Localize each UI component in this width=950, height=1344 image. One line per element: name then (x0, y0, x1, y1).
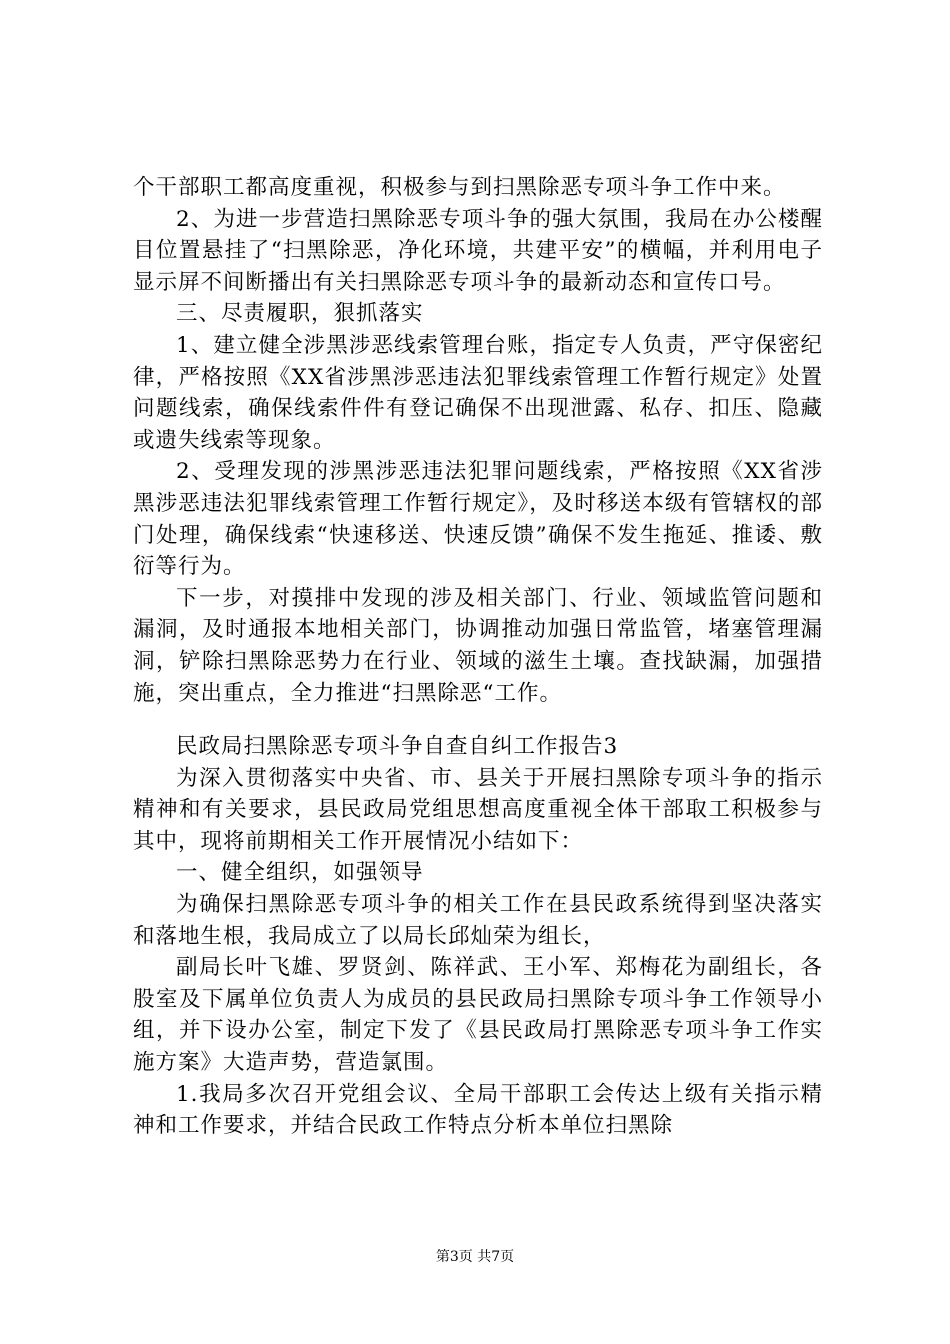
section-gap (133, 709, 823, 731)
paragraph: 2、为进一步营造扫黑除恶专项斗争的强大氛围，我局在办公楼醒目位置悬挂了“扫黑除恶，净化环境，共建平安”的横幅，并利用电子显示屏不间断播出有关扫黑除恶专项斗争的最新动态和宣传口号。 (133, 206, 823, 295)
section-heading: 一、健全组织，如强领导 (176, 860, 424, 886)
paragraph: 为确保扫黑除恶专项斗争的相关工作在县民政系统得到坚决落实和落地生根，我局成立了以局长邱灿荣为组长， (133, 892, 823, 949)
paragraph: 1.我局多次召开党组会议、全局干部职工会传达上级有关指示精神和工作要求，并结合民政工作特点分析本单位扫黑除 (133, 1081, 823, 1139)
paragraph: 1、建立健全涉黑涉恶线索管理台账，指定专人负责，严守保密纪律，严格按照《XX省涉黑涉恶违法犯罪线索管理工作暂行规定》处置问题线索，确保线索件件有登记确保不出现泄露、私存、扣压、隐藏或遗失线索等现象。 (133, 332, 823, 453)
section-heading: 三、尽责履职，狠抓落实 (176, 301, 424, 327)
paragraph: 个干部职工都高度重视，积极参与到扫黑除恶专项斗争工作中来。 (133, 175, 786, 200)
report-title: 民政局扫黑除恶专项斗争自查自纠工作报告3 (176, 734, 619, 760)
paragraph: 2、受理发现的涉黑涉恶违法犯罪问题线索，严格按照《XX省涉黑涉恶违法犯罪线索管理工作暂行规定》，及时移送本级有管辖权的部门处理，确保线索“快速移送、快速反馈”确保不发生拖延、推诿、敷衍等行为。 (133, 459, 823, 580)
paragraph: 下一步，对摸排中发现的涉及相关部门、行业、领域监管问题和漏洞，及时通报本地相关部门，协调推动加强日常监管，堵塞管理漏洞，铲除扫黑除恶势力在行业、领域的滋生土壤。查找缺漏，加强措施，突出重点，全力推进“扫黑除恶“工作。 (133, 585, 823, 706)
page-number: 第3页 共7页 (435, 1249, 515, 1265)
paragraph: 副局长叶飞雄、罗贤剑、陈祥武、王小军、郑梅花为副组长，各股室及下属单位负责人为成员的县民政局扫黑除专项斗争工作领导小组，并下设办公室，制定下发了《县民政局打黑除恶专项斗争工作实施方案》大造声势，营造氯围。 (133, 955, 823, 1076)
paragraph: 为深入贯彻落实中央省、市、县关于开展扫黑除专项斗争的指示精神和有关要求，县民政局党组思想高度重视全体干部取工积极参与其中，现将前期相关工作开展情况小结如下： (133, 765, 823, 854)
document-body (133, 172, 823, 1142)
